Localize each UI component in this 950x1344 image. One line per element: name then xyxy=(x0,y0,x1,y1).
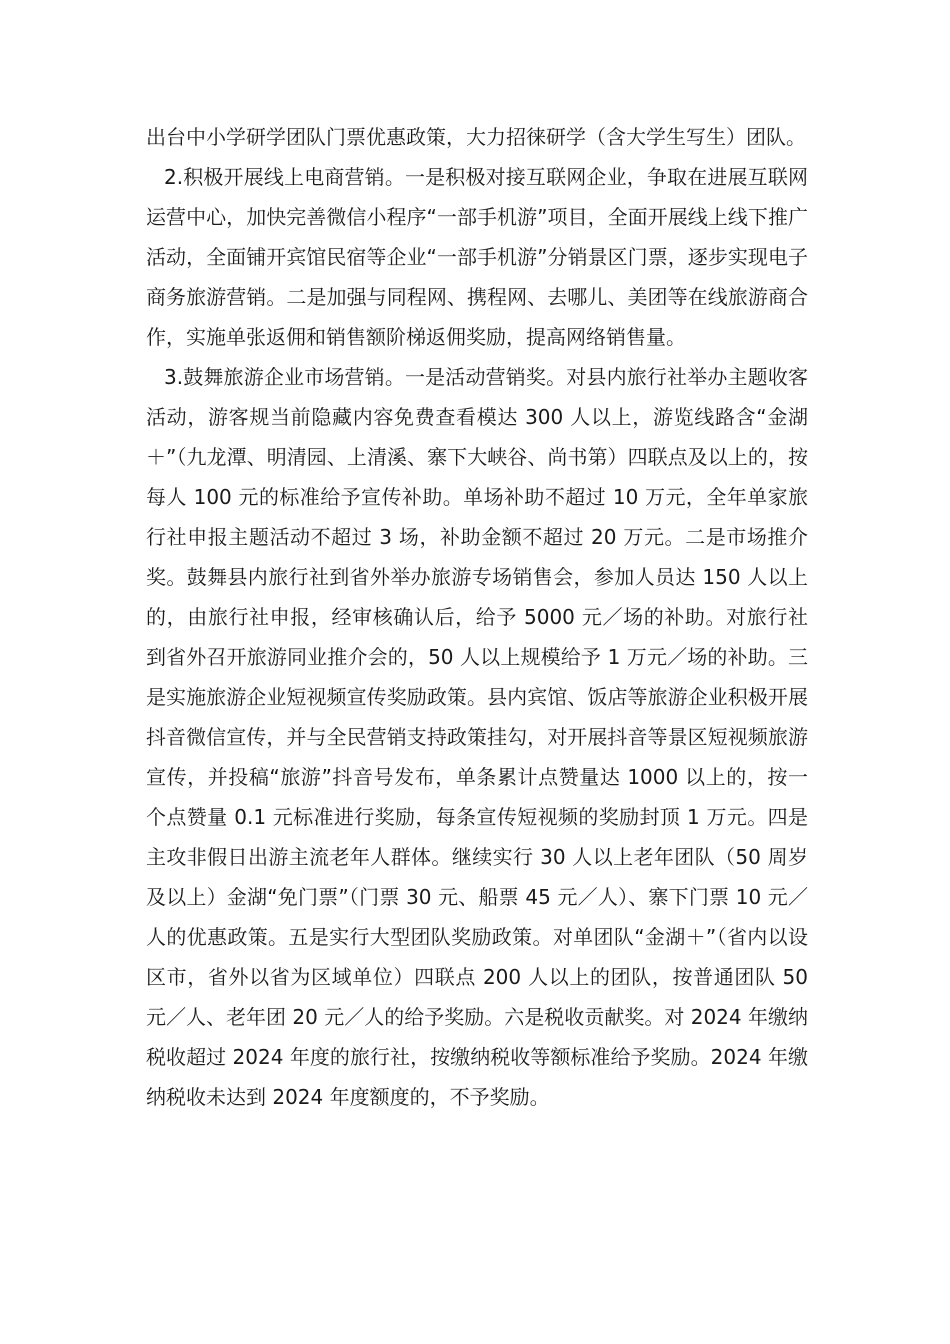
document-body xyxy=(146,117,808,1117)
paragraph-enterprise-marketing: 3.鼓舞旅游企业市场营销。一是活动营销奖。对县内旅行社举办主题收客活动，游客规当前隐藏内容免费查看模达 300 人以上，游览线路含“金湖＋”（九龙潭、明清园、上清溪、寨下大峡谷、尚书第）四联点及以上的，按每人 100 元的标准给予宣传补助。单场补助不超过 10 万元，全年单家旅行社申报主题活动不超过 3 场，补助金额不超过 20 万元。二是市场推介奖。鼓舞县内旅行社到省外举办旅游专场销售会，参加人员达 150 人以上的，由旅行社申报，经审核确认后，给予 5000 元／场的补助。对旅行社到省外召开旅游同业推介会的，50 人以上规模给予 1 万元／场的补助。三是实施旅游企业短视频宣传奖励政策。县内宾馆、饭店等旅游企业积极开展抖音微信宣传，并与全民营销支持政策挂勾，对开展抖音等景区短视频旅游宣传，并投稿“旅游”抖音号发布，单条累计点赞量达 1000 以上的，按一个点赞量 0.1 元标准进行奖励，每条宣传短视频的奖励封顶 1 万元。四是主攻非假日出游主流老年人群体。继续实行 30 人以上老年团队（50 周岁及以上）金湖“免门票”（门票 30 元、船票 45 元／人）、寨下门票 10 元／人的优惠政策。五是实行大型团队奖励政策。对单团队“金湖＋”（省内以设区市，省外以省为区域单位）四联点 200 人以上的团队，按普通团队 50 元／人、老年团 20 元／人的给予奖励。六是税收贡献奖。对 2024 年缴纳税收超过 2024 年度的旅行社，按缴纳税收等额标准给予奖励。2024 年缴纳税收未达到 2024 年度额度的，不予奖励。 xyxy=(146,365,808,1109)
paragraph-continuation: 出台中小学研学团队门票优惠政策，大力招徕研学（含大学生写生）团队。 xyxy=(146,125,806,149)
paragraph-online-marketing: 2.积极开展线上电商营销。一是积极对接互联网企业，争取在进展互联网运营中心，加快完善微信小程序“一部手机游”项目，全面开展线上线下推广活动，全面铺开宾馆民宿等企业“一部手机游”分销景区门票，逐步实现电子商务旅游营销。二是加强与同程网、携程网、去哪儿、美团等在线旅游商合作，实施单张返佣和销售额阶梯返佣奖励，提高网络销售量。 xyxy=(146,165,808,349)
